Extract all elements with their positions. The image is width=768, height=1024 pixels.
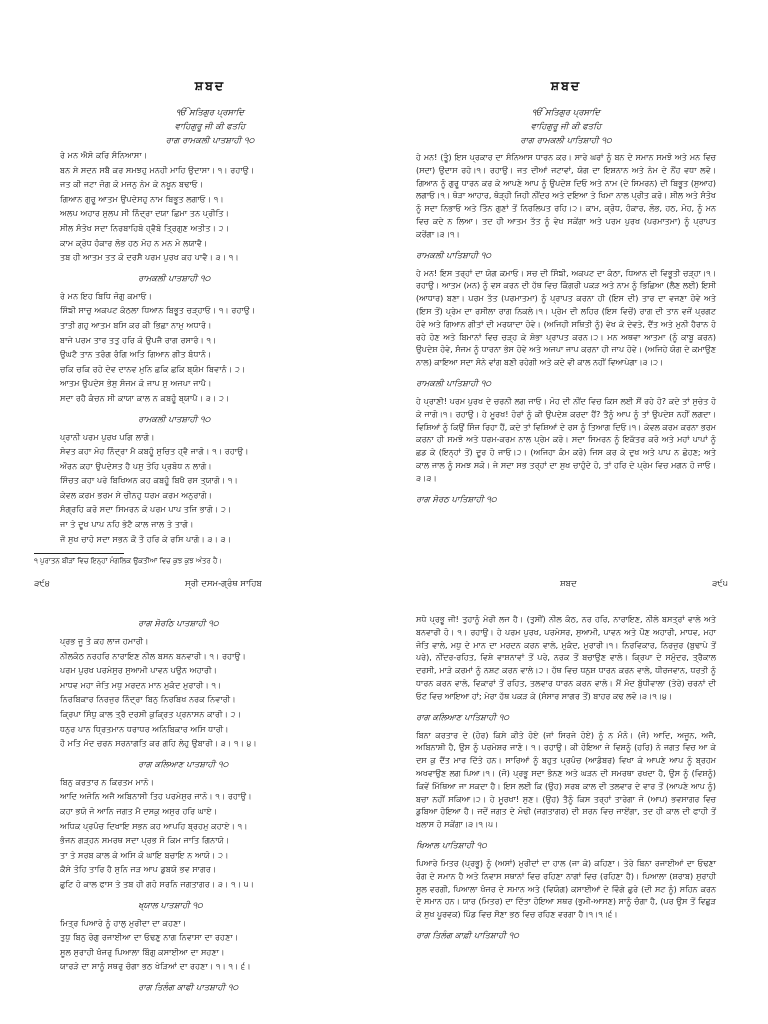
lower-page [0,512,768,1024]
verse-line: ਭੰਜਨ ਗੜ੍ਹਨ ਸਮਰਥ ਸਦਾ ਪ੍ਰਭ ਸੋ ਕਿਮ ਜਾਤਿ ਗਿਨਾਯੋ। [60,835,230,846]
shabad-heading: ਰਾਗ ਤਿਲੰਗ ਕਾਫ਼ੀ ਪਾਤਿਸ਼ਾਹੀ ੧੦ [416,930,519,941]
left-verse-column [60,610,360,1024]
translation-paragraph: ਬਿਨਾ ਕਰਤਾਰ ਦੇ (ਹੋਰ) ਕਿਸੇ ਕੀਤੇ ਹੋਏ (ਜਾਂ ਸਿਰਜੇ ਹੋਏ) ਨੂੰ ਨ ਮੰਨੋ। (ਜੋ) ਆਦਿ, ਅਜੂਨ, ਅਜੈ, ਅਬਿਨਾਸ਼ੀ ਹੈ, ਉਸ ਨੂੰ ਪਰਮੇਸ਼ਰ ਜਾਣੋ। ੧। ਰਹਾਉ। ਕੀ ਹੋਇਆ ਜੇ ਵਿਸ਼ਨੂੰ (ਹਰਿ) ਨੇ ਜਗਤ ਵਿਚ ਆ ਕੇ ਦਸ ਕੁ ਦੈਂਤ ਮਾਰ ਦਿੱਤੇ ਹਨ। ਸਾਰਿਆਂ ਨੂੰ ਬਹੁਤ ਪ੍ਰਪੰਚ (ਆਡੰਬਰ) ਵਿਖਾ ਕੇ ਆਪਣੇ ਆਪ ਨੂੰ ਬ੍ਰਹਮ ਅਖਵਾਉਣ ਲਗ ਪਿਆ।੧। (ਜੋ) ਪ੍ਰਭੂ ਸਦਾ ਭੰਨਣ ਅਤੇ ਘੜਨ ਦੀ ਸਮਰਥਾ ਰਖਦਾ ਹੈ, ਉਸ ਨੂੰ (ਵਿਸ਼ਨੂੰ) ਕਿਵੇਂ ਮਿੱਥਿਆ ਜਾ ਸਕਦਾ ਹੈ। ਇਸ ਲਈ ਕਿ (ਉਹ) ਸਰਬ ਕਾਲ ਦੀ ਤਲਵਾਰ ਦੇ ਵਾਰ ਤੋਂ (ਆਪਣੇ ਆਪ ਨੂੰ) ਬਚਾ ਨਹੀਂ ਸਕਿਆ।੨। ਹੇ ਮੂਰਖਾ! ਸੁਣ। (ਉਹ) ਤੈਨੂੰ ਕਿਸ ਤਰ੍ਹਾਂ ਤਾਰੇਗਾ ਜੋ (ਆਪ) ਭਵਸਾਗਰ ਵਿਚ ਡੁਬਿਆ ਹੋਇਆ ਹੈ। ਜਦੋਂ ਜਗਤ ਦੇ ਮੋਢੀ (ਜਗਤਾਗਰ) ਦੀ ਸ਼ਰਨ ਵਿਚ ਜਾਏਂਗਾ, ਤਦ ਹੀ ਕਾਲ ਦੀ ਫਾਹੀ ਤੋਂ ਖ਼ਲਾਸ ਹੋ ਸਕੇਂਗਾ।੩।੧।੫। [416,730,717,830]
raag-heading: ਰਾਗ ਰਾਮਕਲੀ ਪਾਤਿਸ਼ਾਹੀ ੧੦ [520,136,612,146]
verse-line: ਸਦਾ ਰਹੈ ਕੰਚਨ ਸੀ ਕਾਯਾ ਕਾਲ ਨ ਕਬਹੂੰ ਬ੍ਯਾਪੈ। ੩। ੨। [60,392,230,403]
verse-line: ਅਧਿਕ ਪ੍ਰਪੰਚ ਦਿਖਾਇ ਸਭਨ ਕਹ ਆਪਹਿ ਬ੍ਰਹਮੁ ਕਹਾਏ। ੧। [60,820,248,831]
translation-paragraph: ਸਧੋ ਪ੍ਰਭੂ ਜੀ! ਤੁਹਾਨੂੰ ਮੇਰੀ ਲਜ ਹੈ। (ਤੁਸੀਂ) ਨੀਲ ਕੰਠ, ਨਰ ਹਰਿ, ਨਾਰਾਇਣ, ਨੀਲੇ ਬਸਤ੍ਰਾਂ ਵਾਲੇ ਅਤੇ ਬਨਵਾਰੀ ਹੋ। ੧। ਰਹਾਉ। ਹੇ ਪਰਮ ਪੁਰਖ, ਪਰਮੇਸਰ, ਸੁਆਮੀ, ਪਾਵਨ ਅਤੇ ਪੌਣ ਅਹਾਰੀ, ਮਾਧਵ, ਮਹਾ ਜੋਤਿ ਵਾਲੇ, ਮਧੁ ਦੇ ਮਾਨ ਦਾ ਮਰਦਨ ਕਰਨ ਵਾਲੇ, ਮੁਕੰਦ, ਮੁਰਾਰੀ।੧। ਨਿਰਵਿਕਾਰ, ਨਿਰਜੁਰ (ਬੁਢਾਪੇ ਤੋਂ ਪਰੇ), ਨੀਂਦਰ-ਰਹਿਤ, ਵਿਸ਼ੇ ਵਾਸ਼ਨਾਵਾਂ ਤੋਂ ਪਰੇ, ਨਰਕ ਤੋਂ ਬਚਾਉਣ ਵਾਲੇ। ਕ੍ਰਿਪਾ ਦੇ ਸਮੁੰਦਰ, ਤ੍ਰੈਕਾਲ ਦਰਸੀ, ਮਾੜੇ ਕਰਮਾਂ ਨੂੰ ਨਸ਼ਟ ਕਰਨ ਵਾਲੇ।੨। ਹੱਥ ਵਿਚ ਧਨੁਸ਼ ਧਾਰਨ ਕਰਨ ਵਾਲੇ, ਧੀਰਜਵਾਨ, ਧਰਤੀ ਨੂੰ ਧਾਰਨ ਕਰਨ ਵਾਲੇ, ਵਿਕਾਰਾਂ ਤੋਂ ਰਹਿਤ, ਤਲਵਾਰ ਧਾਰਨ ਕਰਨ ਵਾਲੇ। ਮੈਂ ਮੰਦ ਬੁੱਧੀਵਾਲਾ (ਤੇਰੇ) ਚਰਨਾਂ ਦੀ ਓਟ ਵਿਚ ਆਇਆ ਹਾਂ; ਮੇਰਾ ਹੱਥ ਪਕੜ ਕੇ (ਸੰਸਾਰ ਸਾਗਰ ਤੋਂ) ਬਾਹਰ ਕਢ ਲਵੋ।੩।੧।੪। [416,615,716,701]
verse-line: ਕੈਸੇ ਤੋਹਿ ਤਾਰਿ ਹੈ ਸੁਨਿ ਜੜ ਆਪ ਡੁਬਯੋ ਭਵ ਸਾਗਰ। [60,864,217,875]
page-number: ੩੯੪ [34,579,50,589]
invocation: ੴ ਸਤਿਗੁਰ ਪ੍ਰਸਾਦਿ [176,108,244,118]
verse-line: ਸਿੰਙੀ ਸਾਚੁ ਅਕਪਟ ਕੰਠਲਾ ਧਿਆਨ ਬਿਭੂਤ ਚੜ੍ਹਾਓ। ੧। ਰਹਾਉ। [60,305,256,316]
section-title: ਸ਼ਬਦ [550,78,582,93]
verse-line: ਬਨ ਸੇ ਸਦਨ ਸਬੈ ਕਰ ਸਮਝਹੁ ਮਨਹੀ ਮਾਹਿ ਉਦਾਸਾ। ੧। ਰਹਾਉ। [60,164,255,175]
verse-line: ਸੋਵਤ ਕਹਾ ਮੋਹ ਨਿੰਦ੍ਰਾ ਮੈ ਕਬਹੂੰ ਸੁਚਿਤ ਹ੍ਵੈ ਜਾਗੋ। ੧। ਰਹਾਉ। [60,446,249,457]
translation-paragraph: ਪਿਆਰੇ ਮਿਤਰ (ਪ੍ਰਭੂ) ਨੂੰ (ਅਸਾਂ) ਮੁਰੀਦਾਂ ਦਾ ਹਾਲ (ਜਾ ਕੇ) ਕਹਿਣਾ। ਤੇਰੇ ਬਿਨਾ ਰਜਾਈਆਂ ਦਾ ਓਢਣਾ ਰੋਗ ਦੇ ਸਮਾਨ ਹੈ ਅਤੇ ਨਿਵਾਸ ਸਥਾਨਾਂ ਵਿਚ ਰਹਿਣਾ ਨਾਗਾਂ ਵਿਚ (ਰਹਿਣਾ ਹੈ)। ਪਿਆਲਾ (ਸ਼ਰਾਬ) ਸੁਰਾਹੀ ਸੂਲ ਵਰਗੀ, ਪਿਆਲਾ ਖੰਜਰ ਦੇ ਸਮਾਨ ਅਤੇ (ਵਿਯੋਗ) ਕਸਾਈਆਂ ਦੇ ਵਿੰਗੇ ਛੁਰੇ (ਦੀ ਸਟ ਨੂੰ) ਸਹਿਨ ਕਰਨ ਦੇ ਸਮਾਨ ਹਨ। ਯਾਰ (ਮਿਤਰ) ਦਾ ਦਿੱਤਾ ਹੋਇਆ ਸਥਰ (ਭੁਮੀ-ਆਸਣ) ਸਾਨੂੰ ਚੰਗਾ ਹੈ, (ਪਰ ਉਸ ਤੋਂ ਵਿਛੁੜ ਕੇ ਸੁਖ ਪੂਰਵਕ) ਪਿੰਡ ਵਿਚ ਸੌਣਾ ਭਠ ਵਿਚ ਰਹਿਣ ਵਰਗਾ ਹੈ।੧।੧।੬। [416,858,716,920]
verse-line: ਨਿਰਬਿਕਾਰ ਨਿਰਜੁਰ ਨਿੰਦ੍ਰਾ ਬਿਨੁ ਨਿਰਬਿਖ ਨਰਕ ਨਿਵਾਰੀ। [60,694,236,705]
verse-line: ਧਨੁਰ ਪਾਨ ਧ੍ਰਿਤਮਾਨ ਧਰਾਧਰ ਅਨਿਬਿਕਾਰ ਅਸਿ ਧਾਰੀ। [60,723,229,734]
verse-line: ਪ੍ਰਾਨੀ ਪਰਮ ਪੁਰਖ ਪਗਿ ਲਾਗੋ। [60,431,155,442]
verse-line: ਚਕਿ ਚਕਿ ਰਹੇ ਦੇਵ ਦਾਨਵ ਮੁਨਿ ਛਕਿ ਛਕਿ ਬ੍ਯੋਮ ਬਿਵਾਨੰ। ੨। [60,363,246,374]
salutation: ਵਾਹਿਗੁਰੂ ਜੀ ਕੀ ਫਤਹਿ [174,122,246,132]
right-translation-column [416,72,716,512]
verse-line: ਔਰਨ ਕਹਾ ਉਪਦੇਸਤ ਹੈ ਪਸੁ ਤੋਹਿ ਪ੍ਰਬੋਧ ਨ ਲਾਗੋ। [60,460,212,471]
verse-line: ਤੁਧੁ ਬਿਨੁ ਰੋਗੁ ਰਜਾਈਆ ਦਾ ਓਢਣੁ ਨਾਗ ਨਿਵਾਸਾ ਦਾ ਰਹਣਾ। [60,932,239,943]
translation-paragraph: ਹੇ ਮਨ! (ਤੂੰ) ਇਸ ਪ੍ਰਕਾਰ ਦਾ ਸੰਨਿਆਸ ਧਾਰਨ ਕਰ। ਸਾਰੇ ਘਰਾਂ ਨੂੰ ਬਨ ਦੇ ਸਮਾਨ ਸਮਝੋ ਅਤੇ ਮਨ ਵਿਚ (ਸਦਾ) ਉਦਾਸ ਰਹੋ।੧। ਰਹਾਉ। ਜਤ ਦੀਆਂ ਜਟਾਵਾਂ, ਯੋਗ ਦਾ ਇਸ਼ਨਾਨ ਅਤੇ ਨੇਮ ਦੇ ਨੌਂਹ ਵਧਾ ਲਵੋ। ਗਿਆਨ ਨੂੰ ਗੁਰੂ ਧਾਰਨ ਕਰ ਕੇ ਆਪਣੇ ਆਪ ਨੂੰ ਉਪਦੇਸ਼ ਦਿਓ ਅਤੇ ਨਾਮ (ਦੇ ਸਿਮਰਨ) ਦੀ ਬਿਭੂਤ (ਸੁਆਹ) ਲਗਾਓ।੧। ਥੋੜਾ ਆਹਾਰ, ਥੋੜ੍ਹੀ ਜਿਹੀ ਨੀਂਦਰ ਅਤੇ ਦਇਆ ਤੇ ਖਿਮਾ ਨਾਲ ਪ੍ਰੀਤ ਕਰੋ। ਸ਼ੀਲ ਅਤੇ ਸੰਤੋਖ ਨੂੰ ਸਦਾ ਨਿਭਾਓ ਅਤੇ ਤਿੰਨ ਗੁਣਾਂ ਤੋਂ ਨਿਰਲਿਪਤ ਰਹਿ।੨। ਕਾਮ, ਕ੍ਰੋਧ, ਹੰਕਾਰ, ਲੋਭ, ਹਠ, ਮੋਹ, ਨੂੰ ਮਨ ਵਿਚ ਕਦੇ ਨ ਲਿਆ। ਤਦ ਹੀ ਆਤਮ ਤੱਤ ਨੂੰ ਵੇਖ ਸਕੇਂਗਾ ਅਤੇ ਪਰਮ ਪੁਰਖ (ਪਰਮਾਤਮਾ) ਨੂੰ ਪ੍ਰਾਪਤ ਕਰੇਂਗਾ।੩।੧। [416,153,716,239]
running-title: ਸ੍ਰੀ ਦਸਮ-ਗ੍ਰੰਥ ਸਾਹਿਬ [185,579,262,589]
verse-line: ਨੀਲਕੰਠ ਨਰਹਰਿ ਨਾਰਾਇਣ ਨੀਲ ਬਸਨ ਬਨਵਾਰੀ। ੧। ਰਹਾਉ। [60,650,246,661]
verse-line: ਯਾਰੜੇ ਦਾ ਸਾਨੂੰ ਸਥਰੁ ਚੰਗਾ ਭਠ ਖੇੜਿਆਂ ਦਾ ਰਹਣਾ। ੧। ੧। ੬। [60,961,251,972]
shabad-heading: ਰਾਗ ਕਲਿਆਣ ਪਾਤਸ਼ਾਹੀ ੧੦ [138,759,229,770]
verse-line: ਕ੍ਰਿਪਾ ਸਿੰਧੁ ਕਾਲ ਤ੍ਰੈ ਦਰਸੀ ਕੁਕ੍ਰਿਤ ਪ੍ਰਨਾਸਨ ਕਾਰੀ। ੨। [60,708,242,719]
verse-line: ਕਹਾ ਭਯੋ ਜੋ ਆਨਿ ਜਗਤ ਮੈ ਦਸਕੁ ਅਸੁਰ ਹਰਿ ਘਾਏ। [60,805,218,816]
verse-line: ਜਤ ਕੀ ਜਟਾ ਜੋਗ ਕੋ ਮਜਨੁ ਨੇਮ ਕੇ ਨਖੂਨ ਬਢਾਓ। [60,179,204,190]
verse-line: ਆਦਿ ਅਜੋਨਿ ਅਜੈ ਅਬਿਨਾਸੀ ਤਿਹ ਪਰਮੇਸੁਰ ਜਾਨੋ। ੧। ਰਹਾਉ। [60,791,252,802]
verse-stanza-1 [60,634,360,751]
shabad-heading: ਰਾਮਕਲੀ ਪਾਤਸ਼ਾਹੀ ੧੦ [138,273,211,284]
translation-paragraph: ਹੇ ਪ੍ਰਾਣੀ! ਪਰਮ ਪੁਰਖ ਦੇ ਚਰਨੀ ਲਗ ਜਾਓ। ਮੋਹ ਦੀ ਨੀਂਦ ਵਿਚ ਕਿਸ ਲਈ ਸੌਂ ਰਹੇ ਹੋ? ਕਦੇ ਤਾਂ ਸੁਚੇਤ ਹੋ ਕੇ ਜਾਗੋ।੧। ਰਹਾਉ। ਹੇ ਮੂਰਖ! ਹੋਰਾਂ ਨੂੰ ਕੀ ਉਪਦੇਸ਼ ਕਰਦਾ ਹੈਂ? ਤੈਨੂੰ ਆਪ ਨੂੰ ਤਾਂ ਉਪਦੇਸ਼ ਨਹੀਂ ਲਗਦਾ। ਵਿਸ਼ਿਆਂ ਨੂੰ ਕਿਉਂ ਸਿੰਜ ਰਿਹਾ ਹੈਂ, ਕਦੇ ਤਾਂ ਵਿਸ਼ਿਆਂ ਦੇ ਰਸ ਨੂੰ ਤਿਆਗ ਦਿਓ।੧। ਕੇਵਲ ਕਰਮ ਕਰਨਾ ਭਰਮ ਕਰਨਾ ਹੀ ਸਮਝੋ ਅਤੇ ਧਰਮ-ਕਰਮ ਨਾਲ ਪ੍ਰੇਮ ਕਰੋ। ਸਦਾ ਸਿਮਰਨ ਨੂੰ ਇਕੱਤਰ ਕਰੋ ਅਤੇ ਮਹਾਂ ਪਾਪਾਂ ਨੂੰ ਛਡ ਕੇ (ਇਨ੍ਹਾਂ ਤੋਂ) ਦੂਰ ਹੋ ਜਾਓ।੨। (ਅਜਿਹਾ ਕੰਮ ਕਰੋ) ਜਿਸ ਕਰ ਕੇ ਦੁਖ ਅਤੇ ਪਾਪ ਨ ਛੋਹਣ; ਅਤੇ ਕਾਲ ਜਾਲ ਨੂੰ ਸਮਝ ਸਕੋ। ਜੇ ਸਦਾ ਸਭ ਤਰ੍ਹਾਂ ਦਾ ਸੁਖ ਚਾਹੁੰਦੇ ਹੋ, ਤਾਂ ਹਰਿ ਦੇ ਪ੍ਰੇਮ ਵਿਚ ਮਗਨ ਹੋ ਜਾਓ।੩।੩। [416,396,716,483]
shabad-heading: ਰਾਗ ਸੋਰਠਿ ਪਾਤਸ਼ਾਹੀ ੧੦ [138,619,219,629]
verse-line: ਬਿਨੁ ਕਰਤਾਰ ਨ ਕਿਰਤਮ ਮਾਨੋ। [60,776,154,787]
invocation: ੴ ਸਤਿਗੁਰ ਪ੍ਰਸਾਦਿ [532,108,600,118]
verse-line: ਸੰਗ੍ਰਹਿ ਕਰੋ ਸਦਾ ਸਿਮਰਨ ਕੋ ਪਰਮ ਪਾਪ ਤਜਿ ਭਾਗੋ। ੨। [60,504,232,515]
verse-line: ਸੀਲ ਸੰਤੋਖ ਸਦਾ ਨਿਰਬਾਹਿਬੋ ਹ੍ਵੈਬੋ ਤ੍ਰਿਗੁਣ ਅਤੀਤ। ੨। [60,222,230,233]
shabad-heading: ਖ੍ਯਾਲ ਪਾਤਸ਼ਾਹੀ ੧੦ [138,900,203,911]
verse-line: ਜਾ ਤੇ ਦੂਖ ਪਾਪ ਨਹਿ ਭੇਟੈ ਕਾਲ ਜਾਲ ਤੇ ਤਾਗੋ। [60,519,194,530]
raag-heading: ਰਾਗ ਰਾਮਕਲੀ ਪਾਤਸ਼ਾਹੀ ੧੦ [165,136,255,146]
verse-line: ਜੌ ਸੁਖ ਚਾਹੋ ਸਦਾ ਸਭਨ ਕੌ ਤੌ ਹਰਿ ਕੇ ਰਸਿ ਪਾਗੋ। ੩। ੩। [60,533,232,544]
verse-line: ਤਾ ਤੇ ਸਰਬ ਕਾਲ ਕੇ ਅਸਿ ਕੋ ਘਾਇ ਬਚਾਇ ਨ ਆਯੋ। ੨। [60,849,229,860]
verse-line: ਕਾਮ ਕ੍ਰੋਧ ਹੰਕਾਰ ਲੋਭ ਹਠ ਮੋਹ ਨ ਮਨ ਮੋ ਲਯਾਵੈ। [60,237,208,248]
verse-line: ਮਿਤ੍ਰ ਪਿਆਰੇ ਨੂੰ ਹਾਲੁ ਮੁਰੀਦਾ ਦਾ ਕਹਣਾ। [60,917,187,928]
verse-line: ਤਬ ਹੀ ਆਤਮ ਤਤ ਕੋ ਦਰਸੈ ਪਰਮ ਪੁਰਖ ਕਹ ਪਾਵੈ। ੩। ੧। [60,252,239,263]
verse-line: ਬਾਜੇ ਪਰਮ ਤਾਰ ਤਤੁ ਹਰਿ ਕੋ ਉਪਜੈ ਰਾਗ ਰਸਾਰੰ। ੧। [60,334,217,345]
right-translation-column [416,610,716,1024]
verse-line: ਆਤਮ ਉਪਦੇਸ ਭੇਸੁ ਸੰਜਮ ਕੋ ਜਾਪ ਸੁ ਅਜਪਾ ਜਾਪੈ। [60,378,212,389]
verse-line: ਸਿੰਚਤ ਕਹਾ ਪਰੇ ਬਿਖਿਅਨ ਕਹ ਕਬਹੂੰ ਬਿਖੈ ਰਸ ਤ੍ਯਾਗੋ। ੧। [60,475,238,486]
verse-line: ਰੇ ਮਨ ਇਹ ਬਿਧਿ ਜੋਗੁ ਕਮਾਓ। [60,290,153,301]
shabad-heading: ਰਾਮਕਲੀ ਪਾਤਿਸ਼ਾਹੀ ੧੦ [416,378,492,389]
verse-line: ਅਲਪ ਅਹਾਰ ਸੁਲਪ ਸੀ ਨਿੰਦ੍ਰਾ ਦਯਾ ਛਿਮਾ ਤਨ ਪ੍ਰੀਤਿ। [60,208,230,219]
verse-stanza-2 [60,775,360,892]
verse-line: ਸੂਲ ਸੁਰਾਹੀ ਖੰਜਰੁ ਪਿਆਲਾ ਬਿੰਗੁ ਕਸਾਈਆ ਦਾ ਸਹਣਾ। [60,946,225,957]
verse-line: ਗਿਆਨ ਗੁਰੂ ਆਤਮ ਉਪਦੇਸਹੁ ਨਾਮ ਬਿਭੂਤ ਲਗਾਓ। ੧। [60,193,224,204]
section-title: ਸ਼ਬਦ [194,78,226,93]
page-number: ੩੯੫ [712,579,728,589]
verse-line: ਤਾਤੀ ਗਹੁ ਆਤਮ ਬਸਿ ਕਰ ਕੀ ਭਿਛਾ ਨਾਮੁ ਅਧਾਰੰ। [60,319,212,330]
shabad-heading: ਖਿਆਲ ਪਾਤਿਸ਼ਾਹੀ ੧੦ [416,840,487,851]
verse-line: ਹੌ ਮਤਿ ਮੰਦ ਚਰਨ ਸਰਨਾਗਤਿ ਕਰ ਗਹਿ ਲੇਹੁ ਉਬਾਰੀ। ੩। ੧। ੪। [60,738,257,749]
verse-line: ਪ੍ਰਭ ਜੂ ਤੋ ਕਹ ਲਾਜ ਹਮਾਰੀ। [60,636,149,646]
verse-line: ਮਾਧਵ ਮਹਾ ਜੋਤਿ ਮਧੁ ਮਰਦਨ ਮਾਨ ਮੁਕੰਦ ਮੁਰਾਰੀ। ੧। [60,679,222,690]
verse-line: ਪਰਮ ਪੁਰਖ ਪਰਮੇਸੁਰ ਸੁਆਮੀ ਪਾਵਨ ਪਉਨ ਅਹਾਰੀ। [60,665,218,676]
salutation: ਵਾਹਿਗੁਰੂ ਜੀ ਕੀ ਫਤਹਿ [530,122,602,132]
verse-stanza-3 [60,916,360,974]
verse-line: ਕੇਵਲ ਕਰਮ ਭਰਮ ਸੇ ਚੀਨਹੁ ਧਰਮ ਕਰਮ ਅਨੁਰਾਗੋ। [60,489,213,500]
shabad-heading: ਰਾਗ ਸੋਰਠ ਪਾਤਿਸ਼ਾਹੀ ੧੦ [416,494,497,505]
left-verse-column [60,72,360,544]
footnote: ੧ ਪੁਰਾਤਨ ਬੀੜਾਂ ਵਿਚ ਇਨ੍ਹਾਂ ਮੰਗਲਿਕ ਉਕਤੀਆਂ ਵਿਚ ਕੁਝ ਕੁਝ ਅੰਤਰ ਹੈ। [34,557,222,565]
verse-stanza-1 [60,148,360,265]
running-title: ਸ਼ਬਦ [560,579,577,589]
shabad-heading: ਰਾਗ ਤਿਲੰਗ ਕਾਫੀ ਪਾਤਸ਼ਾਹੀ ੧੦ [138,982,239,993]
verse-line: ਰੇ ਮਨ ਐਸੋ ਕਰਿ ਸੰਨਿਆਸਾ। [60,150,148,160]
shabad-heading: ਰਾਮਕਲੀ ਪਾਤਸ਼ਾਹੀ ੧੦ [138,414,211,425]
verse-line: ਉਘਟੈ ਤਾਨ ਤਰੰਗ ਰੰਗਿ ਅਤਿ ਗਿਆਨ ਗੀਤ ਬੰਧਾਨੰ। [60,349,212,360]
shabad-heading: ਰਾਗ ਕਲਿਆਣ ਪਾਤਿਸ਼ਾਹੀ ੧੦ [416,712,510,723]
translation-paragraph: ਹੇ ਮਨ! ਇਸ ਤਰ੍ਹਾਂ ਦਾ ਯੋਗ ਕਮਾਓ। ਸਚ ਦੀ ਸਿੰਙੀ, ਅਕਪਟ ਦਾ ਕੰਠਾ, ਧਿਆਨ ਦੀ ਵਿਭੂਤੀ ਚੜ੍ਹਾ।੧। ਰਹਾਉ। ਆਤਮ (ਮਨ) ਨੂੰ ਵਸ ਕਰਨ ਦੀ ਹੱਥ ਵਿਚ ਕਿੰਗਰੀ ਪਕੜ ਅਤੇ ਨਾਮ ਨੂੰ ਭਿਛਿਆ (ਲੈਣ ਲਈ) ਇਸੀ (ਆਧਾਰ) ਬਣਾ। ਪਰਮ ਤੱਤ (ਪਰਮਾਤਮਾ) ਨੂੰ ਪ੍ਰਾਪਤ ਕਰਨਾ ਹੀ (ਇਸ ਦੀ) ਤਾਰ ਦਾ ਵਜਣਾ ਹੋਵੇ ਅਤੇ (ਇਸ ਤੋਂ) ਪ੍ਰੇਮ ਦਾ ਰਸੀਲਾ ਰਾਗ ਨਿਕਲੇ।੧। ਪ੍ਰੇਮ ਦੀ ਲਹਿਰ (ਇਸ ਵਿਚੋਂ) ਰਾਗ ਦੀ ਤਾਨ ਵਜੋਂ ਪ੍ਰਗਟ ਹੋਵੇ ਅਤੇ ਗਿਆਨ ਗੀਤਾਂ ਦੀ ਮਰਯਾਦਾ ਹੋਵੇ। (ਅਜਿਹੀ ਸਥਿਤੀ ਨੂੰ) ਵੇਖ ਕੇ ਦੇਵਤੇ, ਦੈਂਤ ਅਤੇ ਮੁਨੀ ਹੈਰਾਨ ਹੋ ਰਹੇ ਹੋਣ ਅਤੇ ਬਿਮਾਨਾਂ ਵਿਚ ਚੜ੍ਹ ਕੇ ਸ਼ੋਭਾ ਪ੍ਰਾਪਤ ਕਰਨ।੨। ਮਨ ਅਥਵਾ ਆਤਮਾ (ਨੂੰ ਕਾਬੂ ਕਰਨ) ਉਪਦੇਸ਼ ਹੋਵੇ, ਸੰਜਮ ਨੂੰ ਧਾਰਨਾ ਭੇਸ ਹੋਵੇ ਅਤੇ ਅਜਪਾ ਜਾਪ ਕਰਨਾ ਹੀ ਜਾਪ ਹੋਵੇ। (ਅਜਿਹੇ ਯੋਗ ਦੇ ਕਮਾਉਣ ਨਾਲ) ਕਾਇਆ ਸਦਾ ਸੋਨੇ ਵਾਂਗ ਬਣੀ ਰਹੇਗੀ ਅਤੇ ਕਦੇ ਵੀ ਕਾਲ ਨਹੀਂ ਵਿਆਪੇਗਾ।੩।੨। [416,268,716,368]
shabad-heading: ਰਾਮਕਲੀ ਪਾਤਿਸ਼ਾਹੀ ੧੦ [416,250,492,261]
verse-line: ਛੁਟਿ ਹੋ ਕਾਲ ਫਾਸ ਤੇ ਤਬ ਹੀ ਗਹੋ ਸਰਨਿ ਜਗਤਾਗਰ। ੩। ੧। ੫। [60,878,255,889]
verse-stanza-2 [60,289,360,406]
